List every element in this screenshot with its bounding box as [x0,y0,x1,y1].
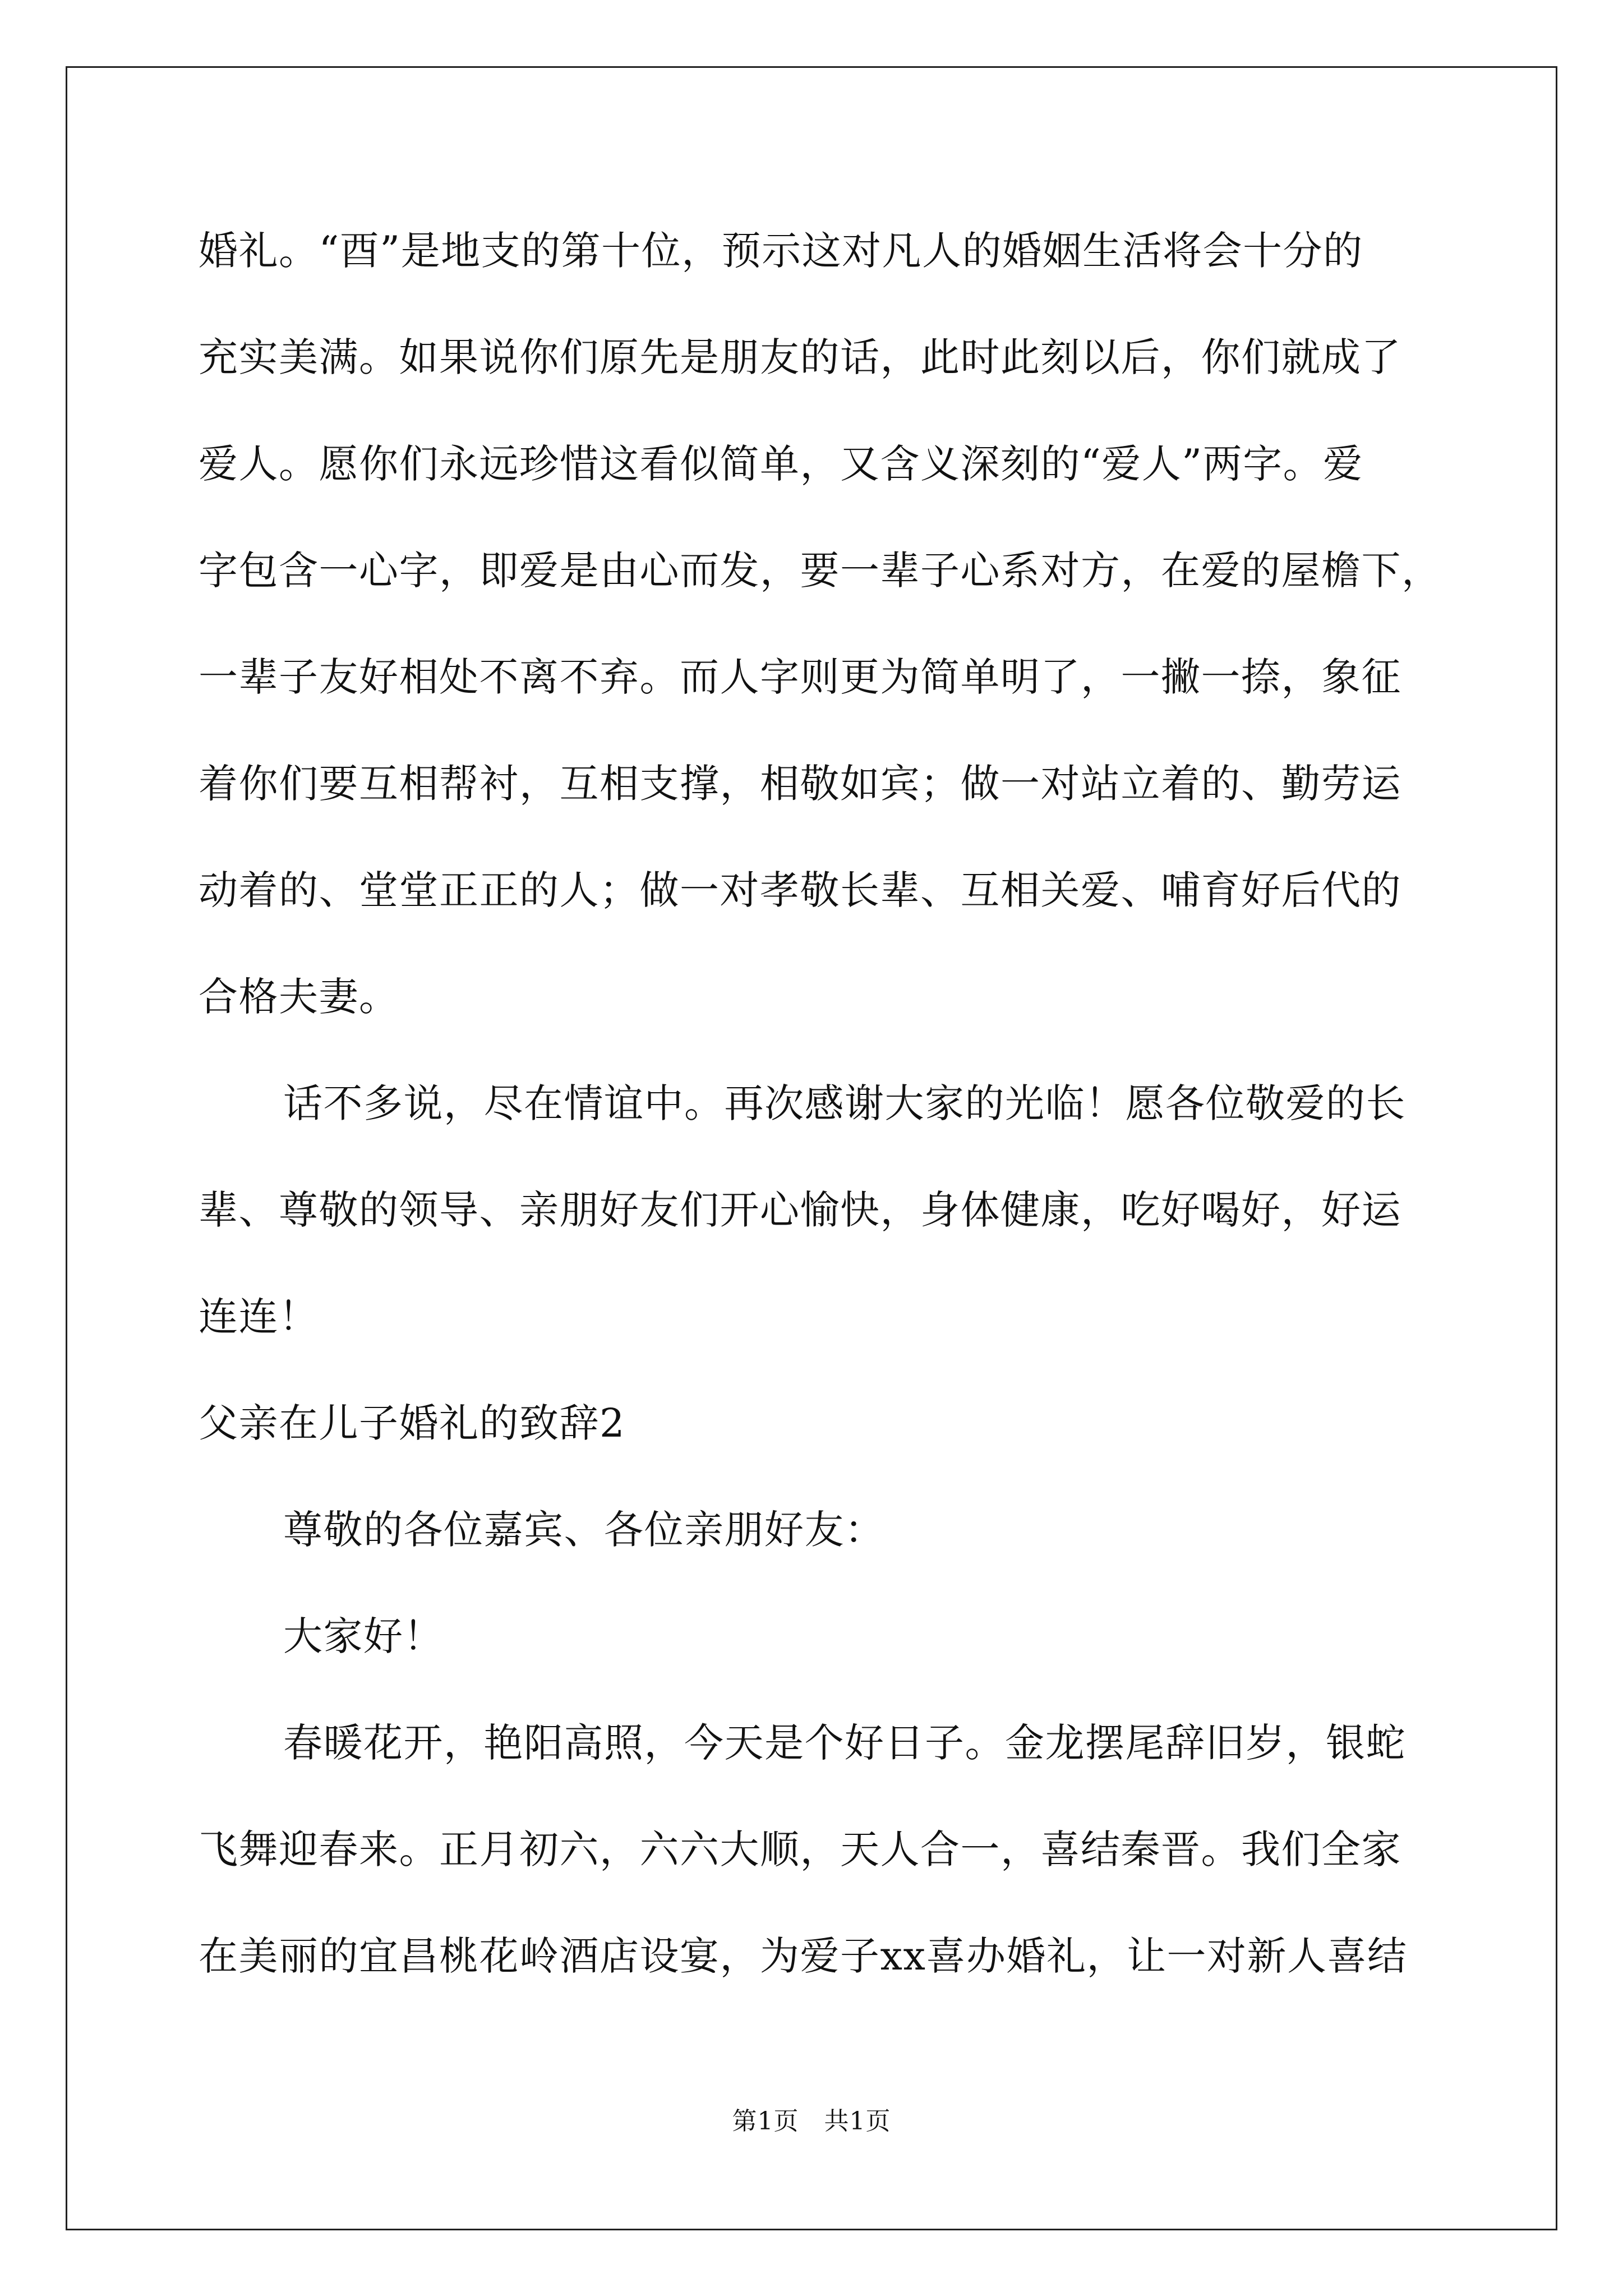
paragraph-first-line: 春暖花开，艳阳高照，今天是个好日子。金龙摆尾辞旧岁，银蛇 [283,1720,1406,1766]
salutation: 尊敬的各位嘉宾、各位亲朋好友： [283,1507,885,1553]
text-line: 在美丽的宜昌桃花岭酒店设宴，为爱子xx喜办婚礼，让一对新人喜结 [199,1933,1408,1979]
paragraph-first-line: 话不多说，尽在情谊中。再次感谢大家的光临！愿各位敬爱的长 [283,1080,1406,1126]
text-line: 婚礼。“酉”是地支的第十位，预示这对凡人的婚姻生活将会十分的 [199,228,1363,274]
text-line: 充实美满。如果说你们原先是朋友的话，此时此刻以后，你们就成了 [199,334,1401,380]
text-line: 连连！ [199,1294,319,1340]
text-line: 合格夫妻。 [199,974,399,1020]
text-line: 字包含一心字，即爱是由心而发，要一辈子心系对方，在爱的屋檐下， [199,547,1442,593]
text-line: 一辈子友好相处不离不弃。而人字则更为简单明了，一撇一捺，象征 [199,654,1401,700]
page-number-footer: 第1页 共1页 [732,2107,891,2136]
text-line: 动着的、堂堂正正的人；做一对孝敬长辈、互相关爱、哺育好后代的 [199,867,1401,913]
greeting: 大家好！ [283,1613,444,1659]
section-heading: 父亲在儿子婚礼的致辞2 [199,1400,626,1446]
text-line: 着你们要互相帮衬，互相支撑，相敬如宾；做一对站立着的、勤劳运 [199,761,1401,807]
text-line: 飞舞迎春来。正月初六，六六大顺，天人合一，喜结秦晋。我们全家 [199,1826,1401,1872]
text-line: 爱人。愿你们永远珍惜这看似简单，又含义深刻的“爱人”两字。爱 [199,441,1363,487]
text-line: 辈、尊敬的领导、亲朋好友们开心愉快，身体健康，吃好喝好，好运 [199,1187,1401,1233]
